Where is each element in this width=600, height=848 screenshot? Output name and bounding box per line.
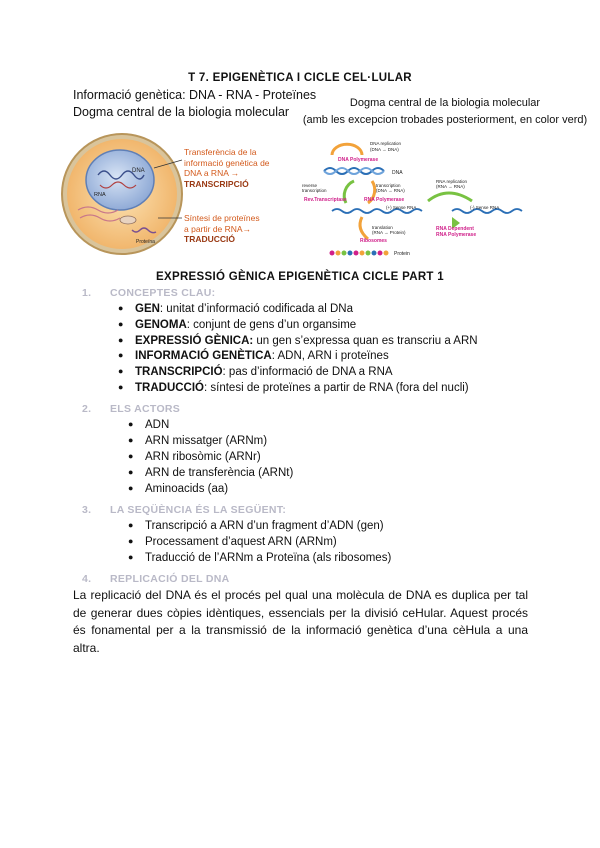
annotation-translation [184, 213, 260, 245]
label-reverse: reverse [302, 183, 318, 188]
annotation1-line-3: DNA a RNA → [184, 168, 240, 178]
label-rna-dependent: RNA Dependent [436, 226, 474, 232]
label-rna-replication: RNA replication [436, 179, 468, 184]
list-item: ● ADN [128, 419, 170, 431]
list-item: ● EXPRESSIÓ GÈNICA: un gen s’expressa quan es transcriu a ARN [118, 335, 478, 347]
label-dna-replication: DNA replication [370, 141, 402, 146]
cell-rna-label: RNA [94, 192, 106, 198]
list-item: ● Transcripció a ARN d’un fragment d’ADN (gen) [128, 520, 384, 532]
section-1-title: CONCEPTES CLAU: [110, 287, 216, 299]
replication-paragraph: La replicació del DNA és el procés pel qual una molècula de DNA es duplica per tal de generar dues còpies idèntiques, essencials per la divisió ceHular. Aquest procés és fonamental per a la transmissió de la informació genètica d’una cèHula a una altra. [73, 588, 528, 655]
translation-arrow [360, 217, 368, 239]
label-translation: translation [372, 225, 393, 230]
section-2-title: ELS ACTORS [110, 403, 181, 415]
annotation-transcription [184, 147, 270, 189]
label-reverse-2: transcription [302, 188, 327, 193]
dogma-figure [302, 135, 542, 260]
annotation1-bold: TRANSCRIPCIÓ [184, 178, 249, 189]
label-dna-polymerase: DNA Polymerase [338, 157, 379, 163]
list-item: ● ARN ribosòmic (ARNr) [128, 451, 261, 463]
label-rna-replication-sub: (RNA → RNA) [436, 184, 465, 189]
section-1-number: 1. [82, 287, 92, 299]
dna-replication-loop [332, 144, 362, 155]
nucleus [86, 150, 154, 210]
label-translation-sub: (RNA → Protein) [372, 230, 406, 235]
label-sense-rna-neg: (-) Sense RNA [470, 205, 500, 210]
section-4-title: REPLICACIÓ DEL DNA [110, 573, 230, 585]
page-title: T 7. EPIGENÈTICA I CICLE CEL·LULAR [188, 72, 412, 84]
intro-line-1: Informació genètica: DNA - RNA - Proteïnes [73, 88, 317, 102]
section-3-number: 3. [82, 504, 92, 516]
section-2-heading [82, 403, 180, 415]
list-item: ● ARN de transferència (ARNt) [128, 467, 294, 479]
section-1-heading [82, 287, 215, 299]
dogma-figure-svg [302, 135, 542, 260]
dogma-title: Dogma central de la biologia molecular [349, 97, 541, 109]
label-rev-transcriptase: Rev.Transcriptase [304, 197, 347, 203]
label-transcription: transcription [376, 183, 401, 188]
section-4-heading [82, 573, 230, 585]
label-dna-replication-sub: (DNA → DNA) [370, 147, 399, 152]
annotation2-bold: TRADUCCIÓ [184, 234, 235, 244]
list-item: ● INFORMACIÓ GENÈTICA: ADN, ARN i proteïnes [118, 350, 389, 362]
intro-line-2: Dogma central de la biologia molecular [73, 105, 290, 119]
list-item: ● Processament d’aquest ARN (ARNm) [128, 536, 337, 548]
list-item: ● TRANSCRIPCIÓ: pas d’informació de DNA a RNA [118, 366, 393, 378]
label-sense-rna-pos: (+) Sense RNA [386, 205, 417, 210]
list-item: ● GENOMA: conjunt de gens d’un organsime [118, 319, 357, 331]
rna-replication-arrow [428, 193, 472, 201]
list-item: ● GEN: unitat d’informació codificada al DNa [118, 303, 353, 315]
section-4-number: 4. [82, 573, 92, 585]
protein-chain-beads [330, 251, 389, 256]
section-2-number: 2. [82, 403, 92, 415]
dogma-subtitle: (amb les excepcion trobades posteriorment, en color verd) [302, 114, 588, 126]
label-dna: DNA [392, 170, 403, 176]
annotation2-line-2: a partir de RNA→ [184, 223, 252, 234]
list-item: ● TRADUCCIÓ: síntesi de proteïnes a partir de RNA (fora del nucli) [118, 382, 469, 394]
label-ribosomes: Ribosomes [360, 238, 387, 244]
cell-dna-label: DNA [132, 168, 145, 174]
label-transcription-sub: (DNA → RNA) [376, 188, 405, 193]
section-3-heading [82, 504, 286, 516]
annotation1-line-2: informació genètica de [184, 157, 270, 168]
cell-protein-label: Proteïna [136, 239, 155, 245]
annotation1-line-1: Transferència de la [184, 147, 257, 157]
label-rna-polymerase: RNA Polymerase [364, 197, 405, 203]
list-item: ● Traducció de l’ARNm a Proteïna (als ribosomes) [128, 552, 392, 564]
label-rna-dependent-2: RNA Polymerase [436, 232, 477, 238]
section-title: EXPRESSIÓ GÈNICA EPIGENÈTICA CICLE PART 1 [156, 271, 444, 283]
annotation2-line-1: Síntesi de proteïnes [184, 213, 260, 223]
section-3-title: LA SEQÜÈNCIA ÉS LA SEGÜENT: [110, 504, 287, 516]
list-item: ● Aminoacids (aa) [128, 483, 229, 495]
list-item: ● ARN missatger (ARNm) [128, 435, 268, 447]
label-protein: Protein [394, 251, 410, 257]
ribosome [120, 216, 136, 224]
